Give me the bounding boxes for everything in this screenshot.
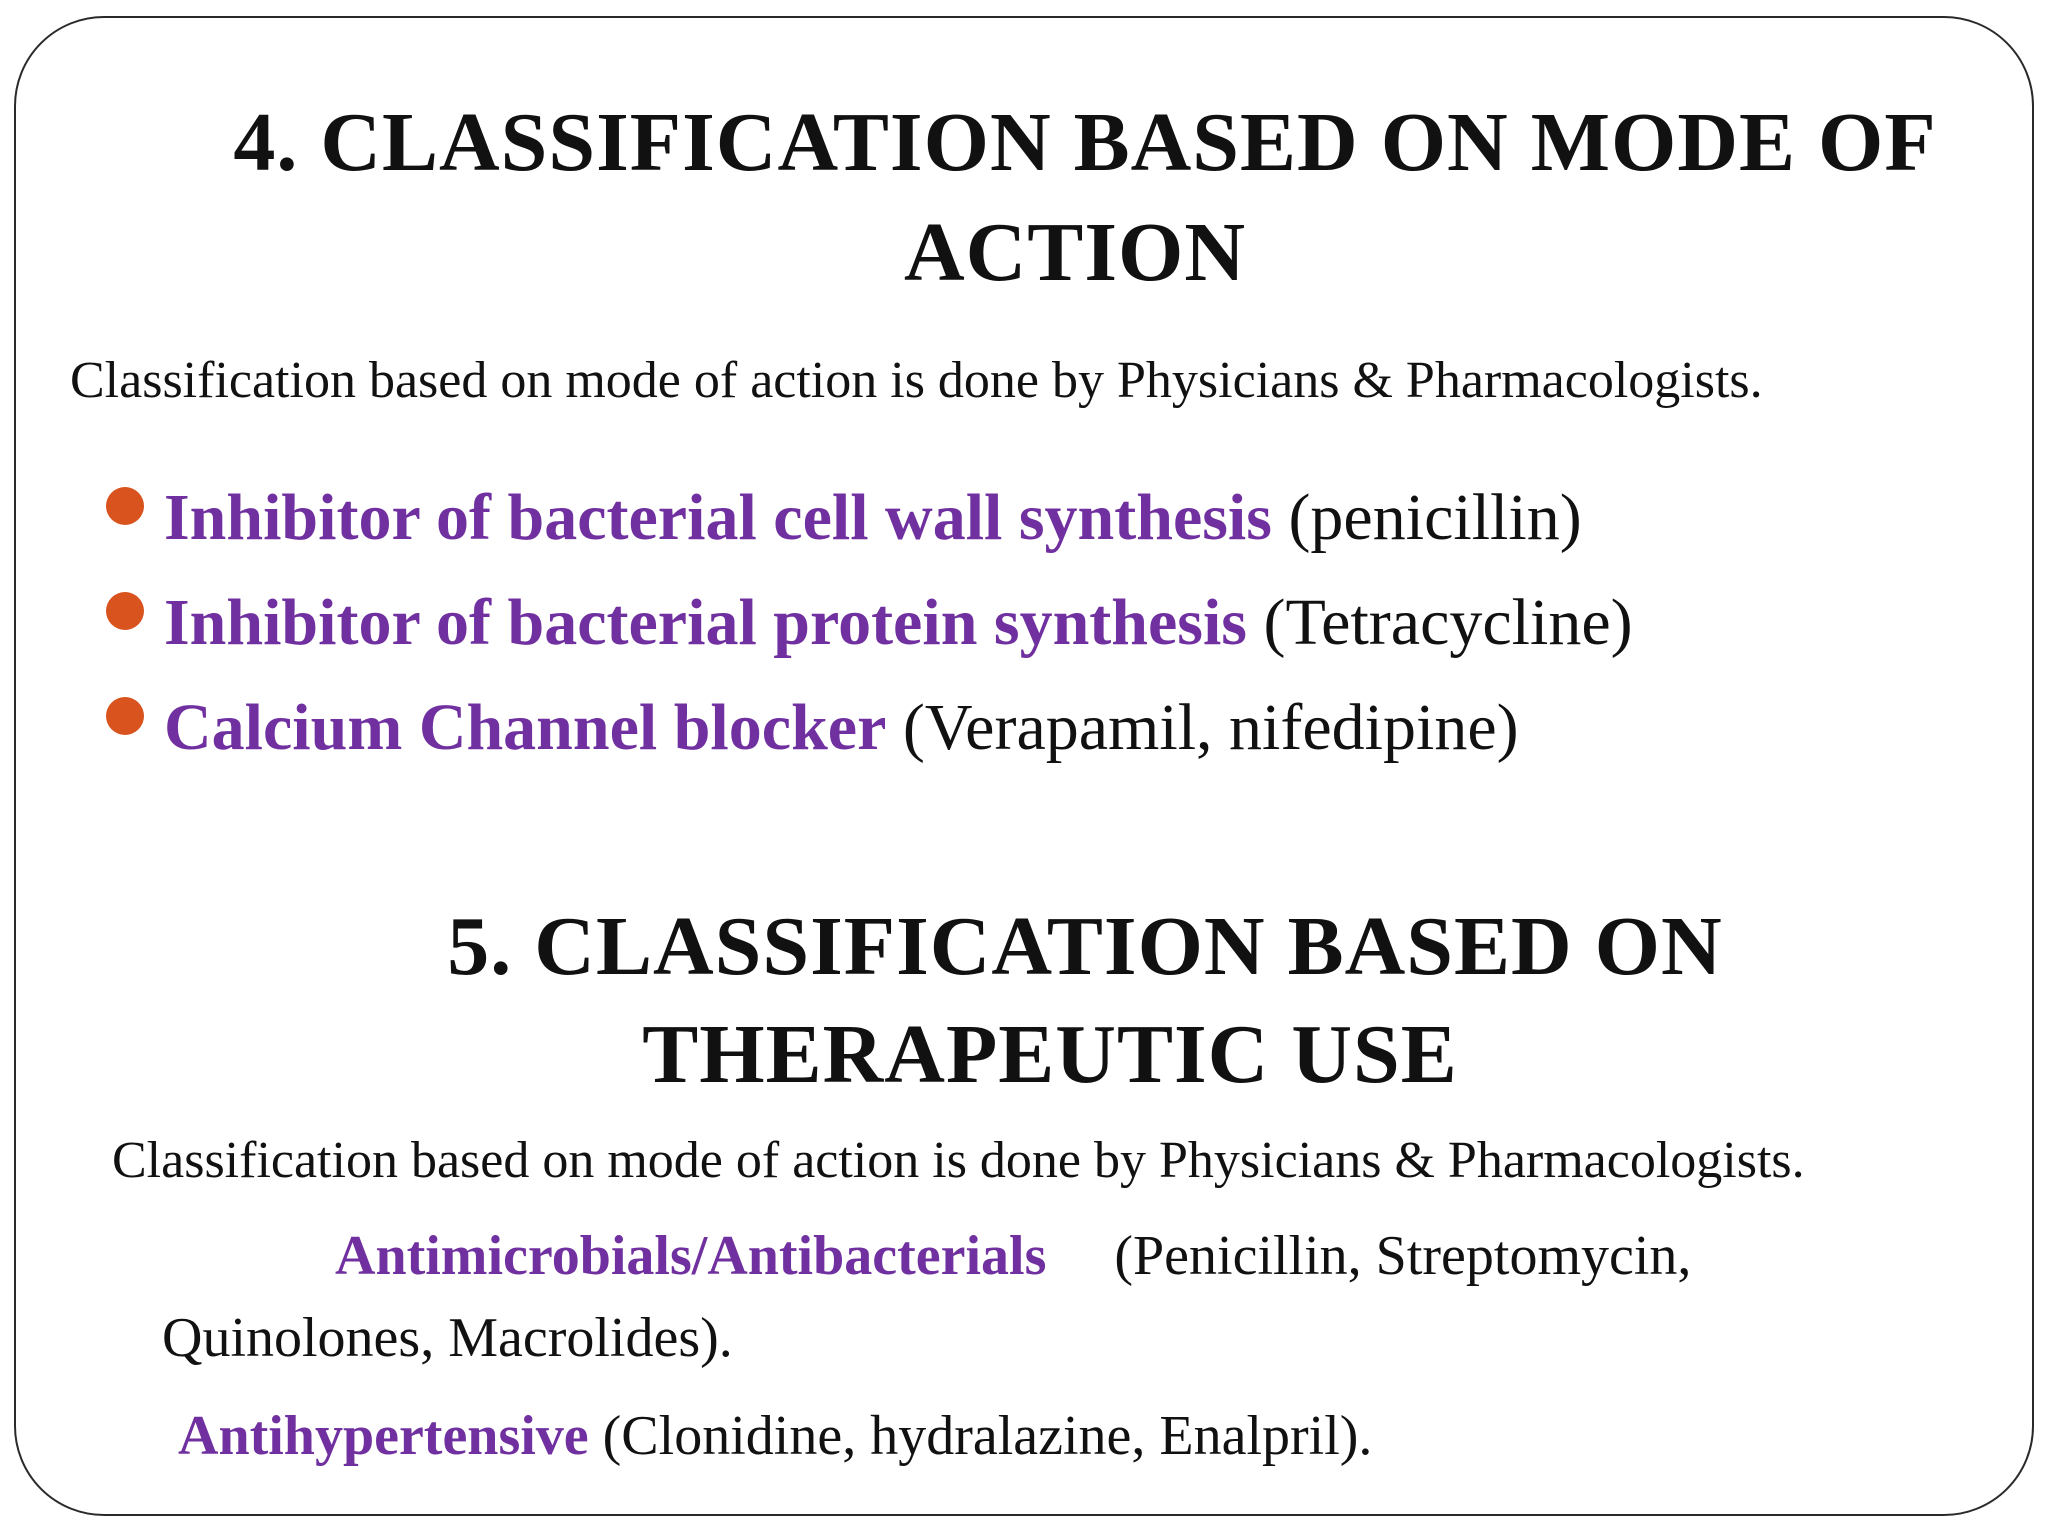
therapeutic-label: Antihypertensive [178,1405,589,1467]
therapeutic-item-antimicrobials-continued: Quinolones, Macrolides). [162,1307,733,1369]
list-item [100,570,1633,675]
section5-heading-line1: 5. CLASSIFICATION BASED ON [447,900,1723,993]
section4-intro: Classification based on mode of action is done by Physicians & Pharmacologists. [70,352,1763,409]
bullet-example: (Verapamil, nifedipine) [902,691,1519,764]
section4-heading-line1: 4. CLASSIFICATION BASED ON MODE OF [233,96,1937,189]
therapeutic-example: (Clonidine, hydralazine, Enalpril). [602,1405,1373,1467]
section5-heading-line2: THERAPEUTIC USE [642,1008,1458,1101]
list-item [100,675,1633,780]
bullet-label: Inhibitor of bacterial cell wall synthesis [164,481,1272,554]
mode-of-action-list [100,465,1633,780]
section4-heading-line2: ACTION [903,206,1247,299]
bullet-example: (penicillin) [1288,481,1582,554]
section5-intro: Classification based on mode of action is done by Physicians & Pharmacologists. [112,1132,1805,1189]
bullet-dot-icon [106,592,144,630]
therapeutic-item-antihypertensive [178,1396,1372,1476]
bullet-dot-icon [106,697,144,735]
bullet-example: (Tetracycline) [1263,586,1633,659]
therapeutic-label: Antimicrobials/Antibacterials [335,1225,1047,1287]
bullet-label: Inhibitor of bacterial protein synthesis [164,586,1247,659]
therapeutic-item-antimicrobials [335,1216,1691,1296]
therapeutic-example: (Penicillin, Streptomycin, [1114,1225,1692,1287]
list-item [100,465,1633,570]
bullet-dot-icon [106,487,144,525]
bullet-label: Calcium Channel blocker [164,691,887,764]
